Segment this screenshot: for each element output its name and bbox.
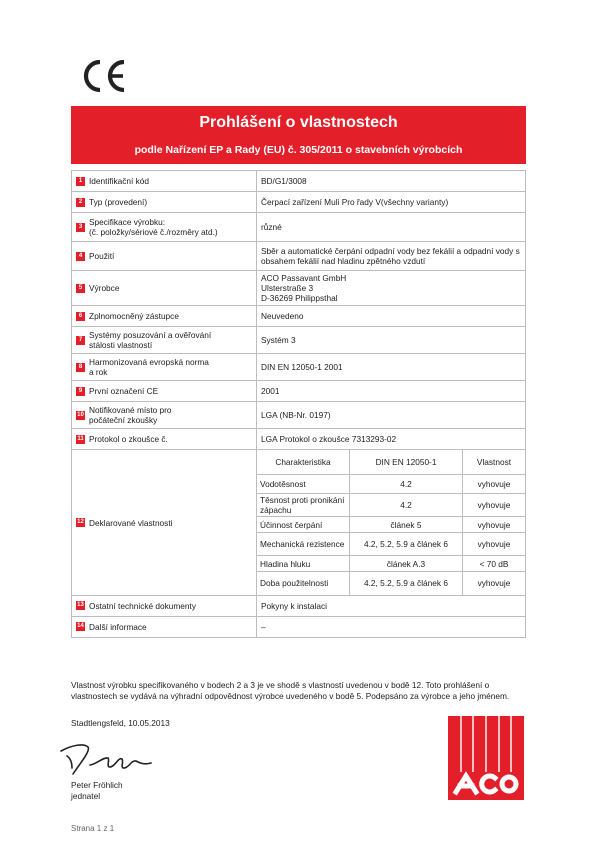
- row-value: ACO Passavant GmbH Ulsterstraße 3 D-36269 Philippsthal: [257, 271, 526, 306]
- row-identification-code: [72, 171, 526, 192]
- performance-table: [257, 450, 525, 595]
- standard-cell: 4.2: [350, 494, 463, 517]
- row-test-report: [72, 429, 526, 450]
- signature: [58, 738, 158, 780]
- declaration-statement: Vlastnost výrobku specifikovaného v bodech 2 a 3 je ve shodě s vlastností uvedenou v bodě 12. Toto prohlášení o vlastnostech se vydává na výhradní odpovědnost výrobce uvedeného v bodě 5. Podepsáno za výrobce a jeho jménem.: [71, 680, 510, 701]
- row-label: Protokol o zkoušce č.: [89, 434, 168, 445]
- table-row: [257, 517, 525, 533]
- performance-cell: < 70 dB: [463, 556, 526, 572]
- characteristic-cell: Účinnost čerpání: [257, 517, 350, 533]
- signer-role: jednatel: [71, 791, 101, 801]
- standard-cell: 4.2: [350, 475, 463, 494]
- row-number-badge: 11: [77, 435, 84, 442]
- row-number-badge: 1: [76, 177, 85, 186]
- row-intended-use: [72, 242, 526, 271]
- row-label: Ostatní technické dokumenty: [89, 600, 196, 611]
- row-value: DIN EN 12050-1 2001: [257, 354, 526, 381]
- row-other-documents: [72, 595, 526, 616]
- performance-cell: vyhovuje: [463, 494, 526, 517]
- row-number-badge: 3: [76, 223, 85, 232]
- row-value: 2001: [257, 381, 526, 402]
- performance-cell: vyhovuje: [477, 578, 511, 589]
- characteristic-cell: Mechanická rezistence: [257, 533, 350, 556]
- characteristic-cell: Doba použitelnosti: [257, 572, 350, 595]
- row-value: různé: [257, 213, 526, 242]
- row-number-badge: 9: [76, 387, 85, 396]
- table-row: [257, 572, 525, 595]
- row-product-specification: [72, 213, 526, 242]
- declaration-table: [71, 170, 526, 638]
- row-label: Zplnomocněný zástupce: [89, 311, 179, 322]
- row-label: Harmonizovaná evropská norma a rok: [89, 357, 209, 377]
- row-number-badge: 5: [76, 284, 85, 293]
- row-value: Neuvedeno: [257, 306, 526, 327]
- performance-cell: vyhovuje: [463, 475, 526, 494]
- characteristic-cell: Hladina hluku: [257, 556, 350, 572]
- row-value: Čerpací zařízení Muli Pro řady V(všechny varianty): [257, 192, 526, 213]
- row-label: Použití: [89, 251, 115, 262]
- row-assessment-system: [72, 327, 526, 354]
- row-label: Typ (provedení): [89, 197, 148, 208]
- place-and-date: Stadtlengsfeld, 10.05.2013: [71, 718, 170, 728]
- row-manufacturer: [72, 271, 526, 306]
- characteristic-cell: Vodotěsnost: [257, 475, 350, 494]
- row-notified-body: [72, 402, 526, 429]
- row-label: Notifikované místo pro počáteční zkoušky: [89, 405, 172, 425]
- performance-cell: vyhovuje: [463, 533, 526, 556]
- row-label: Deklarované vlastnosti: [89, 517, 173, 528]
- row-value: LGA Protokol o zkoušce 7313293-02: [257, 429, 526, 450]
- ce-mark: [80, 58, 132, 94]
- standard-cell: 4.2, 5.2, 5.9 a článek 6: [350, 533, 463, 556]
- aco-logo: [448, 716, 524, 800]
- document-subtitle: podle Nařízení EP a Rady (EU) č. 305/2011 o stavebních výrobcích: [134, 144, 463, 156]
- row-label: Výrobce: [89, 283, 120, 294]
- row-label: První označení CE: [89, 386, 159, 397]
- signer-block: [71, 780, 123, 802]
- row-value: LGA (NB-Nr. 0197): [257, 402, 526, 429]
- row-label: Specifikace výrobku: (č. položky/sériové č./rozměry atd.): [89, 217, 218, 237]
- header-performance: Vlastnost: [463, 450, 526, 475]
- row-number-badge: 2: [76, 198, 85, 207]
- row-label: Další informace: [89, 621, 147, 632]
- row-declared-performance: [72, 450, 526, 596]
- characteristic-cell: Těsnost proti pronikání zápachu: [257, 494, 350, 517]
- standard-cell: článek A.3: [350, 556, 463, 572]
- row-type: [72, 192, 526, 213]
- row-number-badge: 14: [77, 623, 84, 630]
- row-value: –: [257, 616, 526, 637]
- table-row: [257, 533, 525, 556]
- table-row: [257, 556, 525, 572]
- row-first-ce-marking: [72, 381, 526, 402]
- header-characteristic: Charakteristika: [257, 450, 350, 475]
- standard-cell: 4.2, 5.2, 5.9 a článek 6: [350, 572, 463, 595]
- row-additional-info: [72, 616, 526, 637]
- row-value: Systém 3: [257, 327, 526, 354]
- row-number-badge: 13: [77, 602, 84, 609]
- performance-header-row: [257, 450, 525, 475]
- title-banner: [71, 106, 526, 164]
- row-number-badge: 4: [76, 252, 85, 261]
- document-title: Prohlášení o vlastnostech: [199, 114, 398, 131]
- page-number: Strana 1 z 1: [71, 824, 115, 833]
- row-number-badge: 8: [76, 363, 85, 372]
- row-value: Sběr a automatické čerpání odpadní vody bez fekálií a odpadní vody s obsahem fekálií nad hladinu zpětného vzdutí: [257, 242, 526, 271]
- row-value: BD/G1/3008: [257, 171, 526, 192]
- signer-name: Peter Fröhlich: [71, 780, 123, 790]
- row-authorised-representative: [72, 306, 526, 327]
- row-harmonised-standard: [72, 354, 526, 381]
- header-standard: DIN EN 12050-1: [350, 450, 463, 475]
- row-label: Systémy posuzování a ověřování stálosti vlastností: [89, 330, 212, 350]
- performance-cell: vyhovuje: [463, 517, 526, 533]
- table-row: [257, 494, 525, 517]
- row-label: Identifikační kód: [89, 176, 149, 187]
- row-value: Pokyny k instalaci: [257, 595, 526, 616]
- standard-cell: článek 5: [350, 517, 463, 533]
- row-number-badge: 10: [77, 411, 84, 418]
- table-row: [257, 475, 525, 494]
- row-number-badge: 12: [77, 519, 84, 526]
- row-number-badge: 7: [76, 336, 85, 345]
- row-number-badge: 6: [76, 312, 85, 321]
